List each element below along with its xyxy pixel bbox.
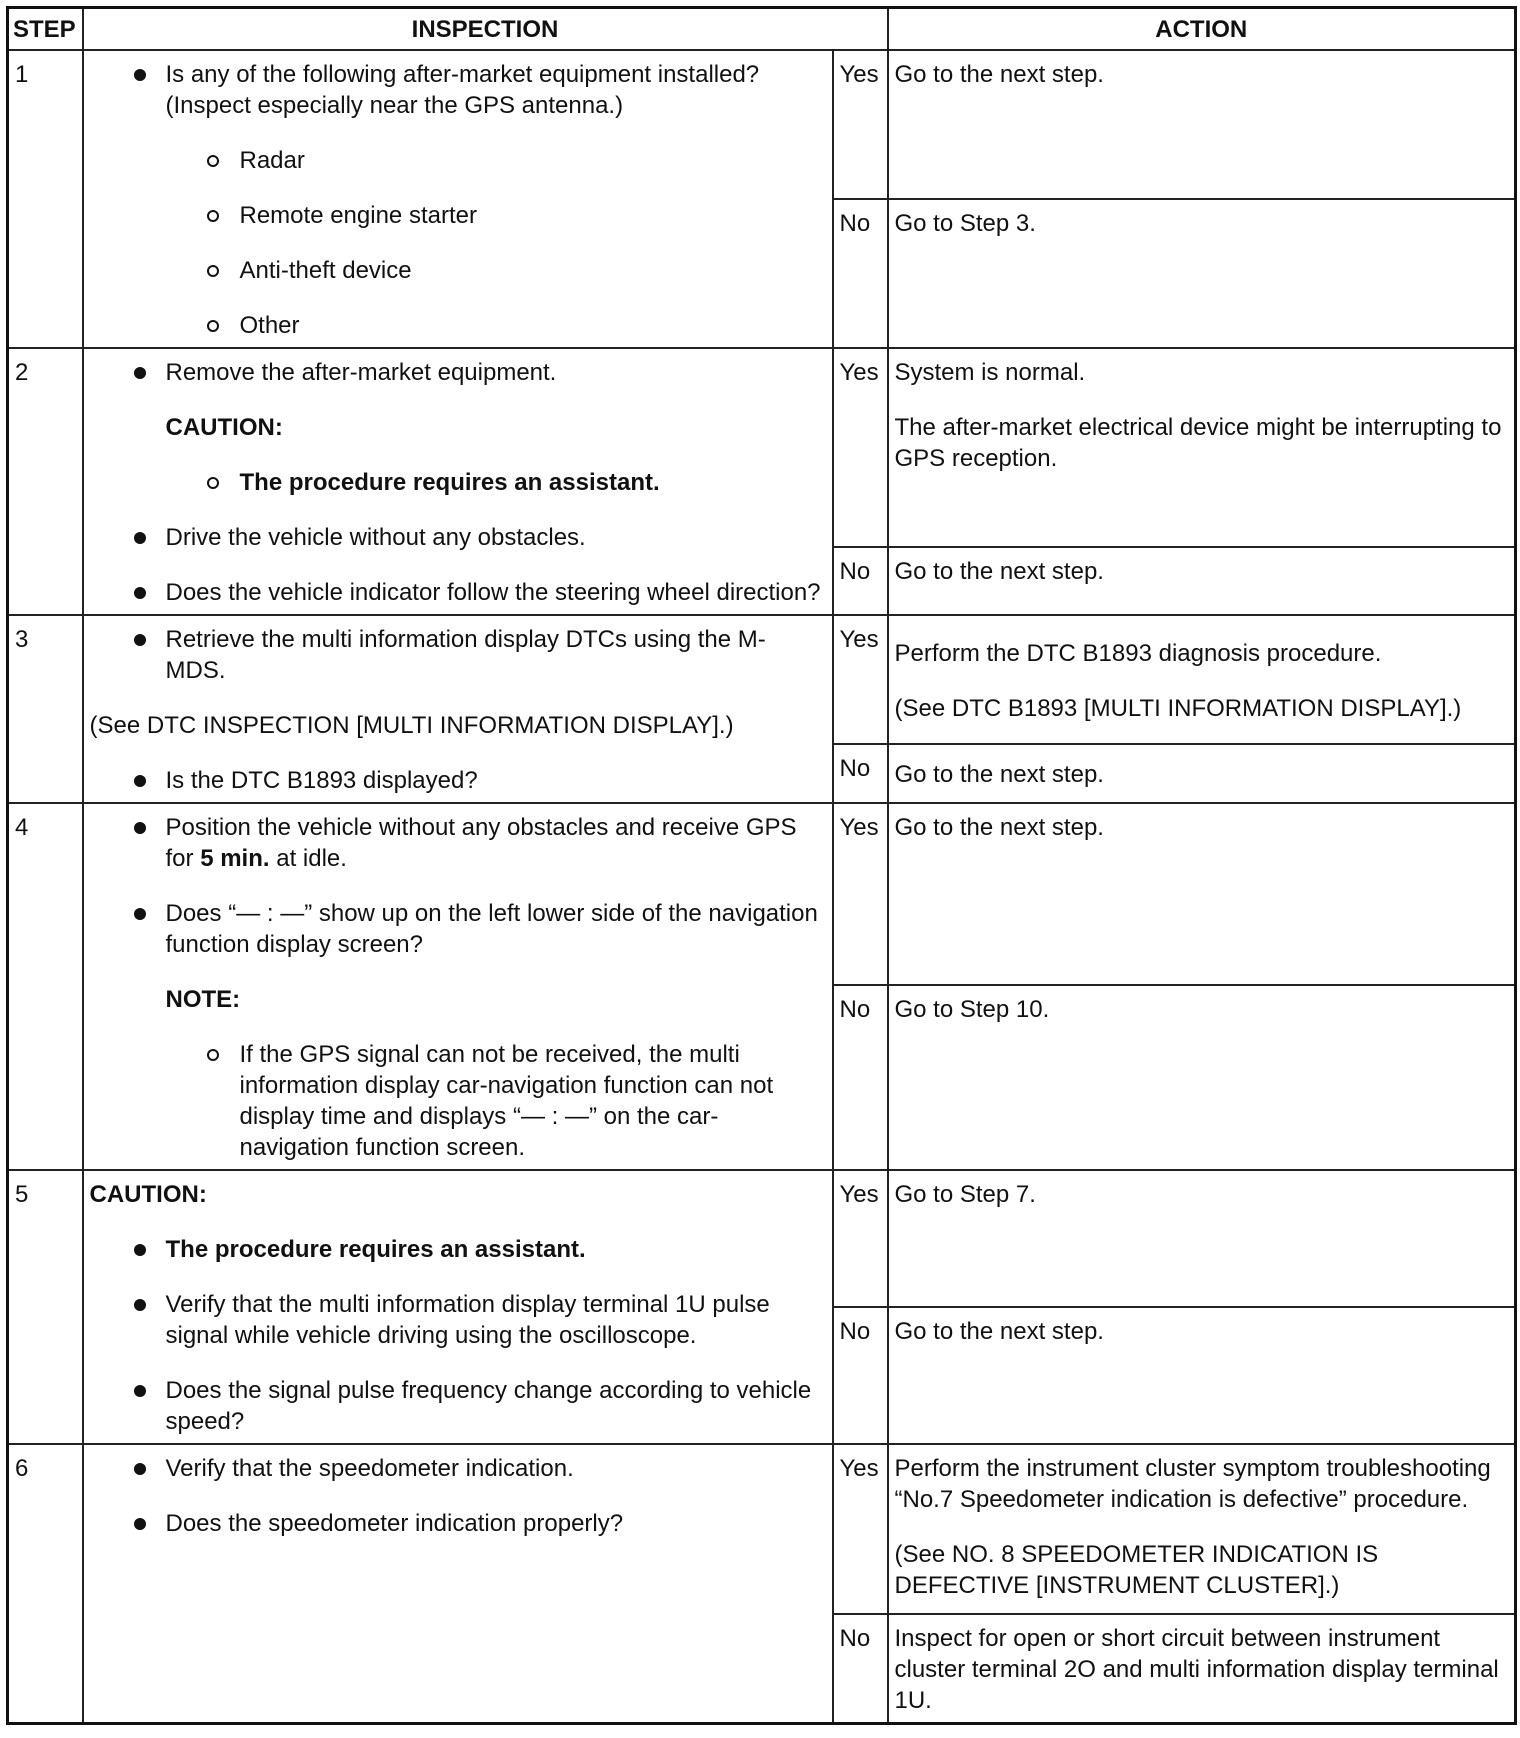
caution-label: CAUTION: xyxy=(89,1181,207,1208)
inspection-item: Does the speedometer indication properly? xyxy=(90,1508,822,1539)
step-number: 5 xyxy=(8,1170,83,1444)
inspection-item: Is the DTC B1893 displayed? xyxy=(90,765,822,796)
header-step: STEP xyxy=(8,8,83,51)
action-yes-cell xyxy=(888,1444,1516,1614)
action-yes: Go to Step 7. xyxy=(888,1170,1516,1307)
note-label: NOTE: xyxy=(165,986,241,1013)
action-no: Go to the next step. xyxy=(888,744,1516,803)
action-no: Inspect for open or short circuit between instrument cluster terminal 2O and multi information display terminal 1U. xyxy=(888,1614,1516,1724)
header-inspection: INSPECTION xyxy=(83,8,888,51)
action-text: System is normal. xyxy=(894,359,1086,386)
inspection-subitem: Remote engine starter xyxy=(90,200,822,231)
action-text: Perform the DTC B1893 diagnosis procedure. xyxy=(894,640,1382,667)
caution-label: CAUTION: xyxy=(165,414,283,441)
table-row xyxy=(8,1170,1516,1307)
diagnostic-table xyxy=(6,6,1517,1725)
inspection-cell xyxy=(83,50,833,348)
action-text: (See NO. 8 SPEEDOMETER INDICATION IS DEFECTIVE [INSTRUMENT CLUSTER].) xyxy=(894,1541,1379,1599)
table-row xyxy=(8,50,1516,199)
action-yes: Go to the next step. xyxy=(888,803,1516,985)
result-no: No xyxy=(833,985,888,1170)
inspection-cell xyxy=(83,803,833,1170)
inspection-subitem: Other xyxy=(90,310,822,341)
action-text: The after-market electrical device might be interrupting to GPS reception. xyxy=(894,414,1502,472)
action-no: Go to Step 10. xyxy=(888,985,1516,1170)
inspection-item xyxy=(90,812,822,874)
step-number: 2 xyxy=(8,348,83,615)
step-number: 4 xyxy=(8,803,83,1170)
result-yes: Yes xyxy=(833,348,888,547)
result-no: No xyxy=(833,199,888,348)
inspection-emphasis: 5 min. xyxy=(200,845,270,872)
inspection-item: Verify that the speedometer indication. xyxy=(90,1453,822,1484)
inspection-cell xyxy=(83,348,833,615)
result-no: No xyxy=(833,744,888,803)
table-row xyxy=(8,803,1516,985)
result-yes: Yes xyxy=(833,803,888,985)
table-row xyxy=(8,1444,1516,1614)
table-row xyxy=(8,615,1516,744)
result-no: No xyxy=(833,547,888,615)
result-no: No xyxy=(833,1614,888,1724)
action-text: Perform the instrument cluster symptom troubleshooting “No.7 Speedometer indication is defective” procedure. xyxy=(894,1455,1491,1513)
inspection-item: Does “— : —” show up on the left lower side of the navigation function display screen? xyxy=(90,898,822,960)
action-yes: Go to the next step. xyxy=(888,50,1516,199)
inspection-item: Drive the vehicle without any obstacles. xyxy=(90,522,822,553)
inspection-subitem: Anti-theft device xyxy=(90,255,822,286)
step-number: 1 xyxy=(8,50,83,348)
result-yes: Yes xyxy=(833,50,888,199)
result-yes: Yes xyxy=(833,1170,888,1307)
action-no: Go to the next step. xyxy=(888,1307,1516,1444)
header-action: ACTION xyxy=(888,8,1516,51)
inspection-item: Retrieve the multi information display DTCs using the M-MDS. xyxy=(90,624,822,686)
table-header-row xyxy=(8,8,1516,51)
caution-item: The procedure requires an assistant. xyxy=(90,467,822,498)
inspection-item: Does the signal pulse frequency change according to vehicle speed? xyxy=(90,1375,822,1437)
inspection-subitem: Radar xyxy=(90,145,822,176)
step-number: 3 xyxy=(8,615,83,803)
inspection-item: Remove the after-market equipment. xyxy=(90,357,822,388)
inspection-item: Verify that the multi information display terminal 1U pulse signal while vehicle driving using the oscilloscope. xyxy=(90,1289,822,1351)
table-row xyxy=(8,348,1516,547)
inspection-text: at idle. xyxy=(269,845,347,872)
step-number: 6 xyxy=(8,1444,83,1724)
action-yes-cell xyxy=(888,615,1516,744)
action-no: Go to the next step. xyxy=(888,547,1516,615)
action-no: Go to Step 3. xyxy=(888,199,1516,348)
reference-text: (See DTC INSPECTION [MULTI INFORMATION DISPLAY].) xyxy=(89,712,734,739)
result-no: No xyxy=(833,1307,888,1444)
inspection-item: Is any of the following after-market equipment installed? (Inspect especially near the GPS antenna.) xyxy=(90,59,822,121)
result-yes: Yes xyxy=(833,1444,888,1614)
inspection-cell xyxy=(83,1444,833,1724)
result-yes: Yes xyxy=(833,615,888,744)
inspection-cell xyxy=(83,615,833,803)
action-yes-cell xyxy=(888,348,1516,547)
inspection-text: Position the vehicle without any obstacles and receive GPS for xyxy=(165,814,797,872)
action-text: (See DTC B1893 [MULTI INFORMATION DISPLAY].) xyxy=(894,695,1462,722)
inspection-cell xyxy=(83,1170,833,1444)
note-item: If the GPS signal can not be received, the multi information display car-navigation function can not display time and displays “— : —” on the car-navigation function screen. xyxy=(90,1039,822,1163)
inspection-item: Does the vehicle indicator follow the steering wheel direction? xyxy=(90,577,822,608)
caution-item: The procedure requires an assistant. xyxy=(90,1234,822,1265)
